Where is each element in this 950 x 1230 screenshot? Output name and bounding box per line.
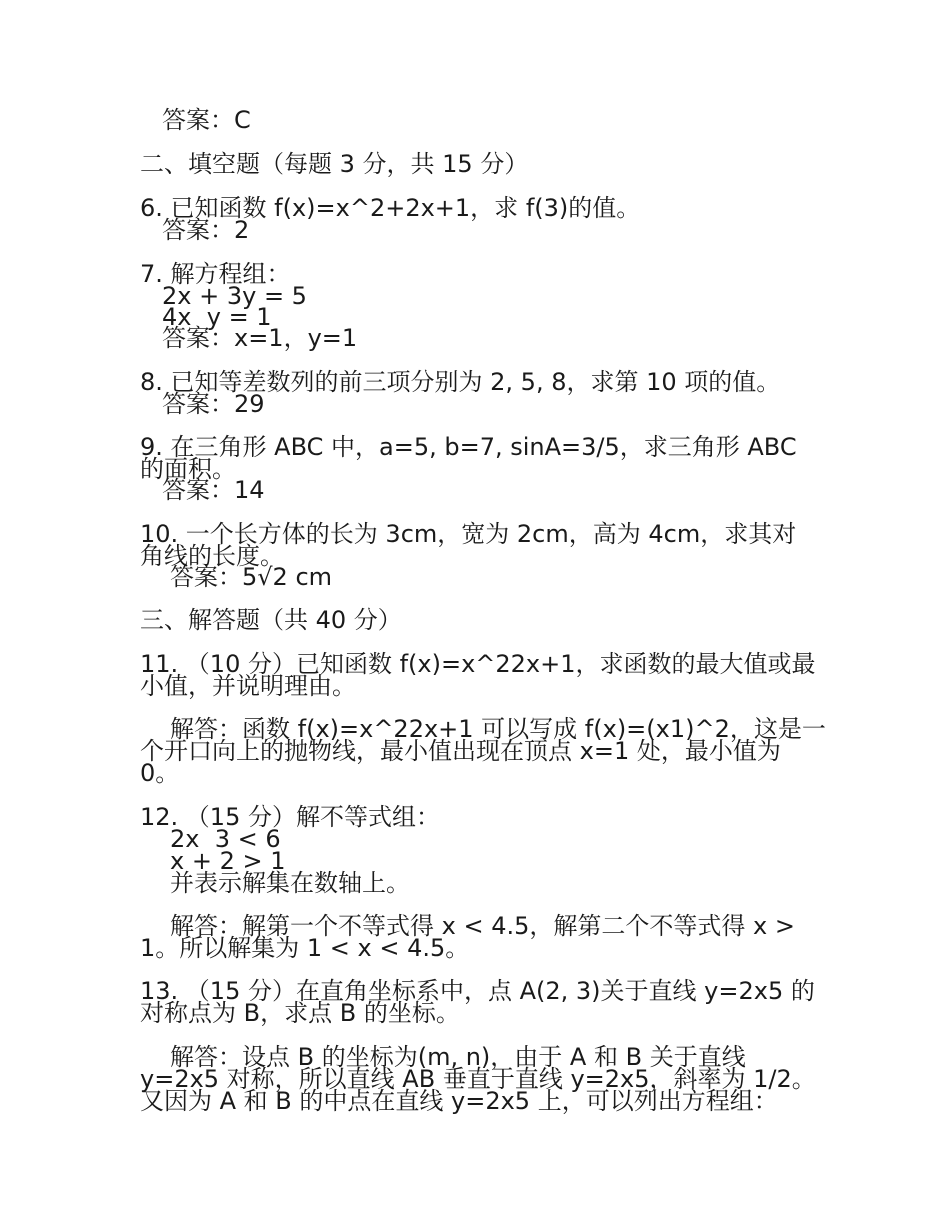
section2-heading: 二、填空题（每题 3 分，共 15 分） [140,150,529,178]
q10-answer: 答案：5√2 cm [170,563,333,591]
q12-solution-line1: 解答：解第一个不等式得 x < 4.5，解第二个不等式得 x > [170,912,795,940]
q9-answer: 答案：14 [162,476,265,504]
q7-eq1: 2x + 3y = 5 [162,282,307,310]
q11-solution-line3: 0。 [140,759,180,787]
q11-line1: 11. （10 分）已知函数 f(x)=x^22x+1，求函数的最大值或最 [140,650,816,678]
q7-answer: 答案：x=1，y=1 [162,324,358,352]
q12-line2: 并表示解集在数轴上。 [170,869,410,897]
q8-text: 8. 已知等差数列的前三项分别为 2, 5, 8，求第 10 项的值。 [140,368,781,396]
q9-line1: 9. 在三角形 ABC 中，a=5, b=7, sinA=3/5，求三角形 ABC [140,433,797,461]
q13-solution-line3: 又因为 A 和 B 的中点在直线 y=2x5 上，可以列出方程组： [140,1087,778,1115]
q6-answer: 答案：2 [162,216,250,244]
q10-line2: 角线的长度。 [140,542,284,570]
q11-solution-line2: 个开口向上的抛物线，最小值出现在顶点 x=1 处，最小值为 [140,737,781,765]
q13-solution-line2: y=2x5 对称，所以直线 AB 垂直于直线 y=2x5，斜率为 1/2。 [140,1065,816,1093]
q8-answer: 答案：29 [162,390,265,418]
section3-heading: 三、解答题（共 40 分） [140,606,402,634]
q12-solution-line2: 1。所以解集为 1 < x < 4.5。 [140,934,470,962]
q13-line2: 对称点为 B，求点 B 的坐标。 [140,999,460,1027]
q10-line1: 10. 一个长方体的长为 3cm，宽为 2cm，高为 4cm，求其对 [140,520,797,548]
q6-text: 6. 已知函数 f(x)=x^2+2x+1，求 f(3)的值。 [140,194,641,222]
q11-solution-line1: 解答：函数 f(x)=x^22x+1 可以写成 f(x)=(x1)^2，这是一 [170,715,826,743]
prev-answer: 答案：C [162,106,251,134]
q7-text: 7. 解方程组： [140,260,291,288]
q13-solution-line1: 解答：设点 B 的坐标为(m, n)，由于 A 和 B 关于直线 [170,1043,746,1071]
q7-eq2: 4x y = 1 [162,303,272,331]
q11-line2: 小值，并说明理由。 [140,672,356,700]
q12-inequality1: 2x 3 < 6 [170,825,281,853]
q9-line2: 的面积。 [140,455,236,483]
q12-line1: 12. （15 分）解不等式组： [140,803,440,831]
q13-line1: 13. （15 分）在直角坐标系中，点 A(2, 3)关于直线 y=2x5 的 [140,977,815,1005]
q12-inequality2: x + 2 > 1 [170,847,286,875]
